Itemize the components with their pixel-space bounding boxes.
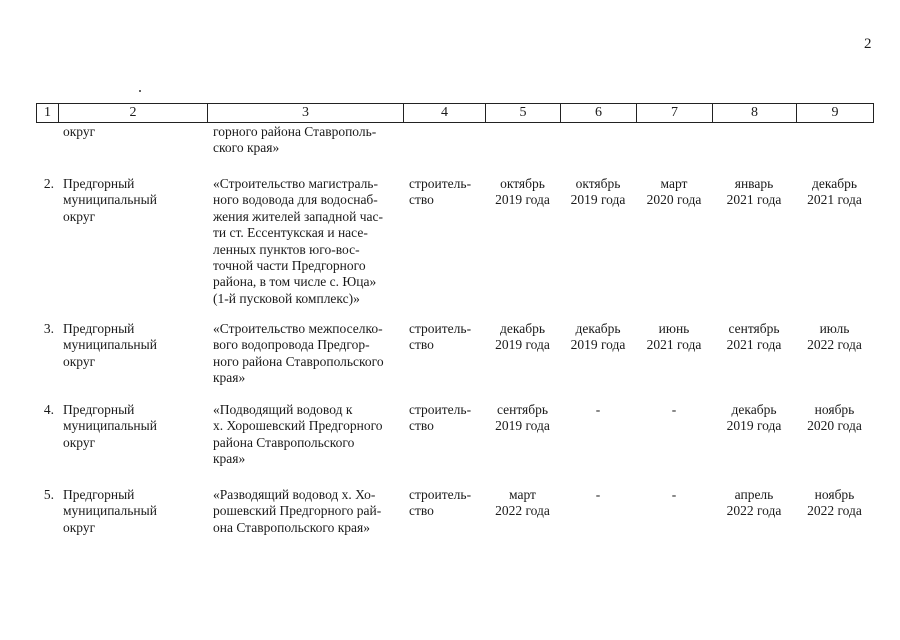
col7-cell: [636, 402, 712, 487]
col8-cell: [712, 321, 796, 402]
header-col-1: 1: [37, 104, 59, 123]
object-line: края»: [213, 370, 246, 386]
work-type-cell: [403, 176, 485, 321]
col7-cell: [636, 176, 712, 321]
date-month: март: [660, 176, 688, 191]
col9-cell: [796, 124, 873, 176]
col8-cell: [712, 124, 796, 176]
date-year: 2020 года: [807, 418, 862, 434]
object-line: района, в том числе с. Юца»: [213, 274, 377, 290]
table-body: [36, 124, 873, 547]
municipality-line: округ: [63, 434, 96, 450]
municipality-line: Предгорный: [63, 487, 135, 502]
date-month: декабрь: [731, 402, 777, 417]
date-month: октябрь: [500, 176, 545, 191]
date-month: январь: [734, 176, 774, 191]
object-line: вого водопровода Предгор-: [213, 337, 370, 353]
work-type-line: ство: [409, 418, 434, 434]
row-number: 2.: [43, 176, 54, 191]
col6-cell: [560, 321, 636, 402]
col6-cell: [560, 124, 636, 176]
object-line: района Ставропольского: [213, 434, 355, 450]
page-number: 2: [864, 36, 872, 52]
header-col-4: 4: [404, 104, 486, 123]
table-row-4: [36, 402, 873, 487]
object-line: края»: [213, 451, 246, 467]
object-line: рошевский Предгорного рай-: [213, 503, 382, 519]
col7-cell: [636, 487, 712, 547]
col8-cell: [712, 487, 796, 547]
municipality-line: округ: [63, 208, 96, 224]
date-year: 2021 года: [807, 192, 862, 208]
object-cell: [207, 402, 403, 487]
header-col-9: 9: [797, 104, 874, 123]
municipality-line: муниципальный: [63, 192, 157, 208]
col5-cell: [485, 124, 560, 176]
date-year: 2019 года: [495, 192, 550, 208]
date-year: 2019 года: [495, 337, 550, 353]
date-month: ноябрь: [814, 487, 855, 502]
date-month: декабрь: [575, 321, 621, 336]
col9-cell: [796, 487, 873, 547]
municipality-line: муниципальный: [63, 503, 157, 519]
object-cell: [207, 124, 403, 176]
col9-cell: [796, 402, 873, 487]
date-month: сентябрь: [496, 402, 549, 417]
date-year: 2021 года: [726, 192, 782, 208]
work-type-line: строитель-: [409, 487, 472, 502]
col5-cell: [485, 402, 560, 487]
work-type-cell: [403, 124, 485, 176]
date-year: 2020 года: [646, 192, 702, 208]
municipality-line: муниципальный: [63, 418, 157, 434]
date-year: 2019 года: [570, 192, 626, 208]
column-number-header: [36, 103, 874, 123]
col7-cell: [636, 321, 712, 402]
header-col-8: 8: [713, 104, 797, 123]
date-year: 2019 года: [570, 337, 626, 353]
row-number: 3.: [43, 321, 54, 336]
work-type-cell: [403, 321, 485, 402]
col5-cell: [485, 176, 560, 321]
table-row-continuation: [36, 124, 873, 176]
object-cell: [207, 487, 403, 547]
col6-cell: [560, 487, 636, 547]
row-number: 4.: [43, 402, 54, 417]
object-line: жения жителей западной час-: [213, 208, 384, 224]
object-line: «Строительство межпоселко-: [213, 321, 383, 336]
date-month: декабрь: [812, 176, 857, 191]
table-row-3: [36, 321, 873, 402]
object-line: точной части Предгорного: [213, 258, 366, 274]
work-type-line: ство: [409, 192, 434, 208]
date-month: декабрь: [500, 321, 545, 336]
header-col-3: 3: [208, 104, 404, 123]
col8-cell: [712, 402, 796, 487]
date-dash: -: [671, 402, 677, 417]
municipality-cell: [58, 124, 207, 176]
municipality-line: Предгорный: [63, 176, 135, 191]
date-year: 2019 года: [495, 418, 550, 434]
date-year: 2022 года: [807, 503, 862, 519]
date-dash: -: [595, 487, 601, 502]
col6-cell: [560, 176, 636, 321]
work-type-cell: [403, 487, 485, 547]
municipality-line: округ: [63, 353, 96, 369]
municipality-line: Предгорный: [63, 321, 135, 336]
municipality-line: округ: [63, 124, 96, 139]
object-line: «Подводящий водовод к: [213, 402, 353, 417]
header-col-2: 2: [59, 104, 208, 123]
municipality-cell: [58, 487, 207, 547]
work-type-line: строитель-: [409, 176, 472, 191]
object-line: ского края»: [213, 140, 280, 156]
object-line: «Разводящий водовод х. Хо-: [213, 487, 376, 502]
date-month: ноябрь: [814, 402, 855, 417]
row-number: 5.: [43, 487, 54, 502]
object-line: (1-й пусковой комплекс)»: [213, 290, 360, 306]
date-year: 2022 года: [495, 503, 550, 519]
work-type-line: ство: [409, 337, 434, 353]
header-col-6: 6: [561, 104, 637, 123]
object-cell: [207, 176, 403, 321]
object-cell: [207, 321, 403, 402]
municipality-line: Предгорный: [63, 402, 135, 417]
date-month: октябрь: [575, 176, 621, 191]
date-dash: -: [671, 487, 677, 502]
header-col-5: 5: [486, 104, 561, 123]
header-col-7: 7: [637, 104, 713, 123]
municipality-cell: [58, 176, 207, 321]
col8-cell: [712, 176, 796, 321]
date-month: март: [509, 487, 536, 502]
municipality-cell: [58, 321, 207, 402]
col5-cell: [485, 487, 560, 547]
work-type-line: строитель-: [409, 402, 472, 417]
municipality-line: муниципальный: [63, 337, 157, 353]
col5-cell: [485, 321, 560, 402]
work-type-cell: [403, 402, 485, 487]
municipality-cell: [58, 402, 207, 487]
object-line: ного водовода для водоснаб-: [213, 192, 378, 208]
table-row-2: [36, 176, 873, 321]
date-month: апрель: [734, 487, 774, 502]
col9-cell: [796, 176, 873, 321]
row-number: [36, 124, 58, 176]
object-line: ленных пунктов юго-вос-: [213, 241, 360, 257]
object-line: х. Хорошевский Предгорного: [213, 418, 383, 434]
work-type-line: ство: [409, 503, 434, 519]
work-type-line: строитель-: [409, 321, 472, 336]
object-line: «Строительство магистраль-: [213, 176, 378, 191]
date-month: сентябрь: [728, 321, 780, 336]
col7-cell: [636, 124, 712, 176]
date-month: июль: [819, 321, 850, 336]
date-year: 2021 года: [646, 337, 702, 353]
col9-cell: [796, 321, 873, 402]
col6-cell: [560, 402, 636, 487]
date-year: 2019 года: [726, 418, 782, 434]
table-row-5: [36, 487, 873, 547]
date-month: июнь: [658, 321, 690, 336]
date-year: 2021 года: [726, 337, 782, 353]
date-dash: -: [595, 402, 601, 417]
date-year: 2022 года: [726, 503, 782, 519]
object-line: ти ст. Ессентукская и насе-: [213, 225, 368, 241]
object-line: она Ставропольского края»: [213, 519, 370, 535]
date-year: 2022 года: [807, 337, 862, 353]
scan-artifact-dot: [139, 90, 141, 92]
municipality-line: округ: [63, 519, 96, 535]
object-line: горного района Ставрополь-: [213, 124, 377, 139]
object-line: ного района Ставропольского: [213, 353, 384, 369]
